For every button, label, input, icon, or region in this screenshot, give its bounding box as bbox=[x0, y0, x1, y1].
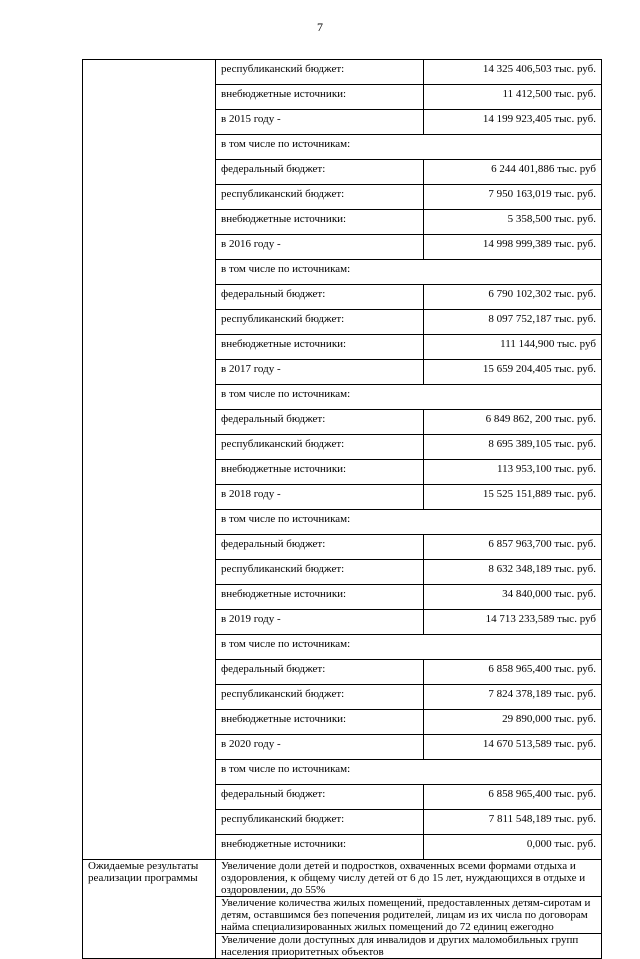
finance-label: республиканский бюджет: bbox=[216, 435, 424, 460]
finance-subheading: в том числе по источникам: bbox=[216, 385, 602, 410]
finance-value: 8 695 389,105 тыс. руб. bbox=[424, 435, 602, 460]
finance-value: 0,000 тыс. руб. bbox=[424, 835, 602, 860]
finance-value: 14 670 513,589 тыс. руб. bbox=[424, 735, 602, 760]
finance-label: в 2015 году - bbox=[216, 110, 424, 135]
finance-value: 6 858 965,400 тыс. руб. bbox=[424, 660, 602, 685]
finance-value: 8 097 752,187 тыс. руб. bbox=[424, 310, 602, 335]
finance-label: в 2019 году - bbox=[216, 610, 424, 635]
finance-label: внебюджетные источники: bbox=[216, 210, 424, 235]
finance-value: 15 659 204,405 тыс. руб. bbox=[424, 360, 602, 385]
finance-label: в 2018 году - bbox=[216, 485, 424, 510]
finance-label: республиканский бюджет: bbox=[216, 310, 424, 335]
finance-value: 14 713 233,589 тыс. руб bbox=[424, 610, 602, 635]
finance-label: в 2017 году - bbox=[216, 360, 424, 385]
finance-label: федеральный бюджет: bbox=[216, 285, 424, 310]
finance-side-cell bbox=[83, 60, 216, 860]
finance-label: в 2016 году - bbox=[216, 235, 424, 260]
finance-value: 14 998 999,389 тыс. руб. bbox=[424, 235, 602, 260]
finance-value: 14 199 923,405 тыс. руб. bbox=[424, 110, 602, 135]
finance-subheading: в том числе по источникам: bbox=[216, 135, 602, 160]
finance-value: 7 811 548,189 тыс. руб. bbox=[424, 810, 602, 835]
finance-label: в 2020 году - bbox=[216, 735, 424, 760]
finance-value: 6 849 862, 200 тыс. руб. bbox=[424, 410, 602, 435]
finance-value: 7 824 378,189 тыс. руб. bbox=[424, 685, 602, 710]
finance-value: 34 840,000 тыс. руб. bbox=[424, 585, 602, 610]
finance-value: 6 857 963,700 тыс. руб. bbox=[424, 535, 602, 560]
finance-label: внебюджетные источники: bbox=[216, 335, 424, 360]
finance-label: федеральный бюджет: bbox=[216, 410, 424, 435]
finance-subheading: в том числе по источникам: bbox=[216, 510, 602, 535]
finance-value: 8 632 348,189 тыс. руб. bbox=[424, 560, 602, 585]
finance-label: республиканский бюджет: bbox=[216, 185, 424, 210]
finance-value: 29 890,000 тыс. руб. bbox=[424, 710, 602, 735]
finance-subheading: в том числе по источникам: bbox=[216, 635, 602, 660]
finance-value: 5 358,500 тыс. руб. bbox=[424, 210, 602, 235]
finance-label: внебюджетные источники: bbox=[216, 710, 424, 735]
finance-value: 6 790 102,302 тыс. руб. bbox=[424, 285, 602, 310]
finance-row bbox=[83, 60, 602, 85]
finance-label: внебюджетные источники: bbox=[216, 460, 424, 485]
finance-value: 111 144,900 тыс. руб bbox=[424, 335, 602, 360]
finance-label: республиканский бюджет: bbox=[216, 60, 424, 85]
finance-label: федеральный бюджет: bbox=[216, 785, 424, 810]
result-item: Увеличение доли доступных для инвалидов и других маломобильных групп населения приоритетных объектов bbox=[216, 934, 602, 959]
finance-label: федеральный бюджет: bbox=[216, 535, 424, 560]
finance-label: республиканский бюджет: bbox=[216, 560, 424, 585]
finance-label: федеральный бюджет: bbox=[216, 660, 424, 685]
result-item: Увеличение доли детей и подростков, охваченных всеми формами отдыха и оздоровления, к общему числу детей от 6 до 15 лет, нуждающихся в отдыхе и оздоровлении, до 55% bbox=[216, 860, 602, 897]
result-item: Увеличение количества жилых помещений, предоставленных детям-сиротам и детям, оставшимся без попечения родителей, лицам из их числа по договорам найма специализированных жилых помещений до 72 единиц ежегодно bbox=[216, 897, 602, 934]
finance-label: республиканский бюджет: bbox=[216, 810, 424, 835]
results-header: Ожидаемые результаты реализации программы bbox=[83, 860, 216, 959]
finance-label: внебюджетные источники: bbox=[216, 835, 424, 860]
finance-value: 113 953,100 тыс. руб. bbox=[424, 460, 602, 485]
finance-label: республиканский бюджет: bbox=[216, 685, 424, 710]
finance-label: федеральный бюджет: bbox=[216, 160, 424, 185]
page-number: 7 bbox=[317, 20, 323, 34]
finance-value: 6 858 965,400 тыс. руб. bbox=[424, 785, 602, 810]
finance-value: 15 525 151,889 тыс. руб. bbox=[424, 485, 602, 510]
finance-value: 7 950 163,019 тыс. руб. bbox=[424, 185, 602, 210]
program-passport-table bbox=[82, 59, 602, 959]
finance-label: внебюджетные источники: bbox=[216, 85, 424, 110]
finance-subheading: в том числе по источникам: bbox=[216, 260, 602, 285]
finance-subheading: в том числе по источникам: bbox=[216, 760, 602, 785]
finance-value: 11 412,500 тыс. руб. bbox=[424, 85, 602, 110]
finance-label: внебюджетные источники: bbox=[216, 585, 424, 610]
finance-value: 6 244 401,886 тыс. руб bbox=[424, 160, 602, 185]
result-row bbox=[83, 860, 602, 897]
finance-value: 14 325 406,503 тыс. руб. bbox=[424, 60, 602, 85]
